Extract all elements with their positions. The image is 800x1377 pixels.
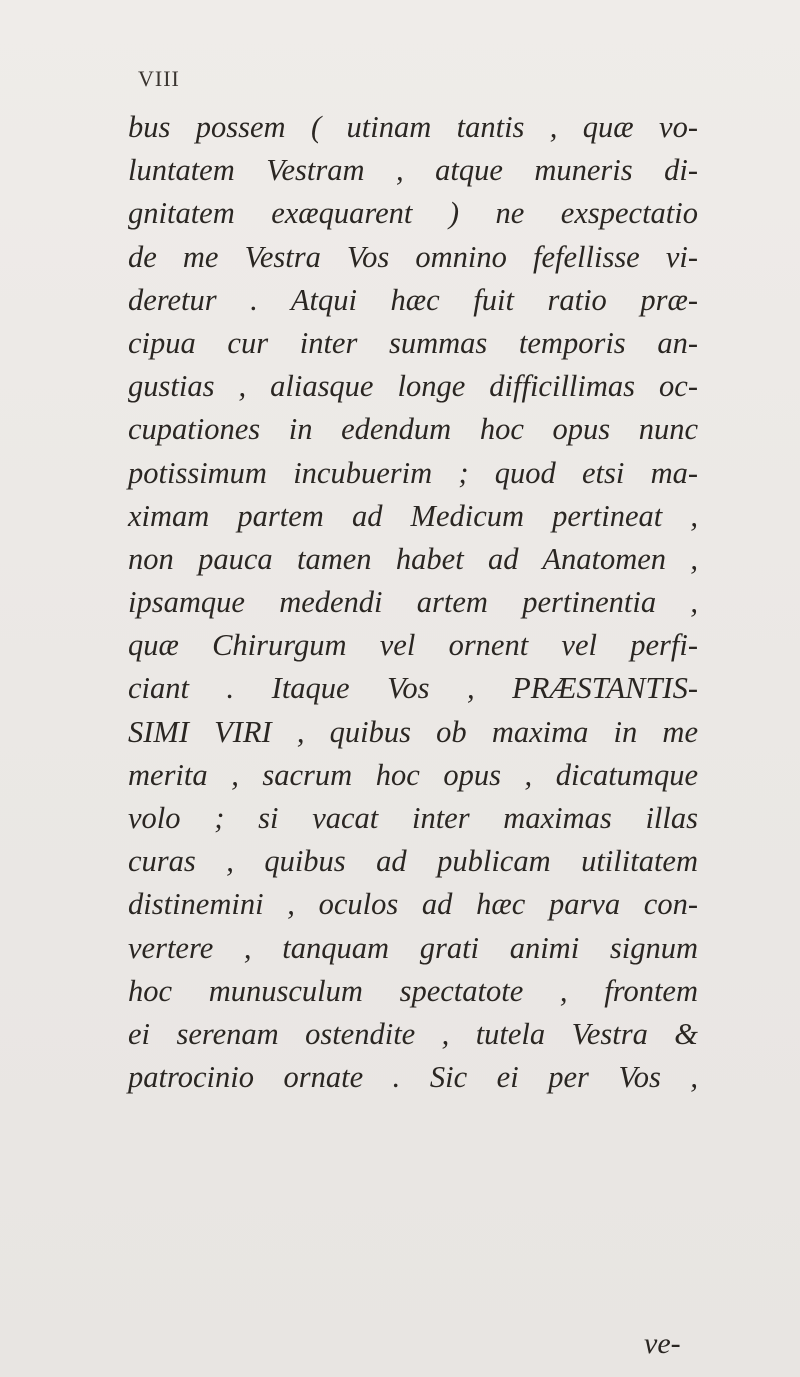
text-line: merita , sacrum hoc opus , dicatumque xyxy=(128,757,698,792)
text-line: cipua cur inter summas temporis an- xyxy=(128,325,698,360)
text-line: non pauca tamen habet ad Anatomen , xyxy=(128,541,698,576)
text-line: luntatem Vestram , atque muneris di- xyxy=(128,153,698,188)
catchword: ve- xyxy=(644,1327,681,1360)
text-line: ximam partem ad Medicum pertineat , xyxy=(128,498,698,533)
text-line: potissimum incubuerim ; quod etsi ma- xyxy=(128,455,698,490)
text-line: volo ; si vacat inter maximas illas xyxy=(128,801,698,835)
text-line: bus possem ( utinam tantis , quæ vo- xyxy=(128,110,698,144)
text-line: vertere , tanquam grati animi signum xyxy=(128,930,698,965)
text-line: distinemini , oculos ad hæc parva con- xyxy=(128,887,698,922)
text-line: deretur . Atqui hæc fuit ratio præ- xyxy=(128,282,698,317)
text-line: quæ Chirurgum vel ornent vel perfi- xyxy=(128,628,698,663)
text-line: patrocinio ornate . Sic ei per Vos , xyxy=(128,1060,698,1095)
text-line: curas , quibus ad publicam utilitatem xyxy=(128,844,698,879)
text-line: hoc munusculum spectatote , frontem xyxy=(128,973,698,1008)
text-line: gnitatem exæquarent ) ne exspectatio xyxy=(128,196,698,231)
text-block xyxy=(128,106,698,1099)
text-line: ipsamque medendi artem pertinentia , xyxy=(128,585,698,620)
text-line: ciant . Itaque Vos , PRÆSTANTIS- xyxy=(128,671,698,706)
text-line: ei serenam ostendite , tutela Vestra & xyxy=(128,1016,698,1051)
page-folio: VIII xyxy=(138,66,180,91)
text-line: de me Vestra Vos omnino fefellisse vi- xyxy=(128,239,698,274)
text-line: gustias , aliasque longe difficillimas oc- xyxy=(128,369,698,404)
text-line: SIMI VIRI , quibus ob maxima in me xyxy=(128,714,698,749)
text-line: cupationes in edendum hoc opus nunc xyxy=(128,412,698,447)
